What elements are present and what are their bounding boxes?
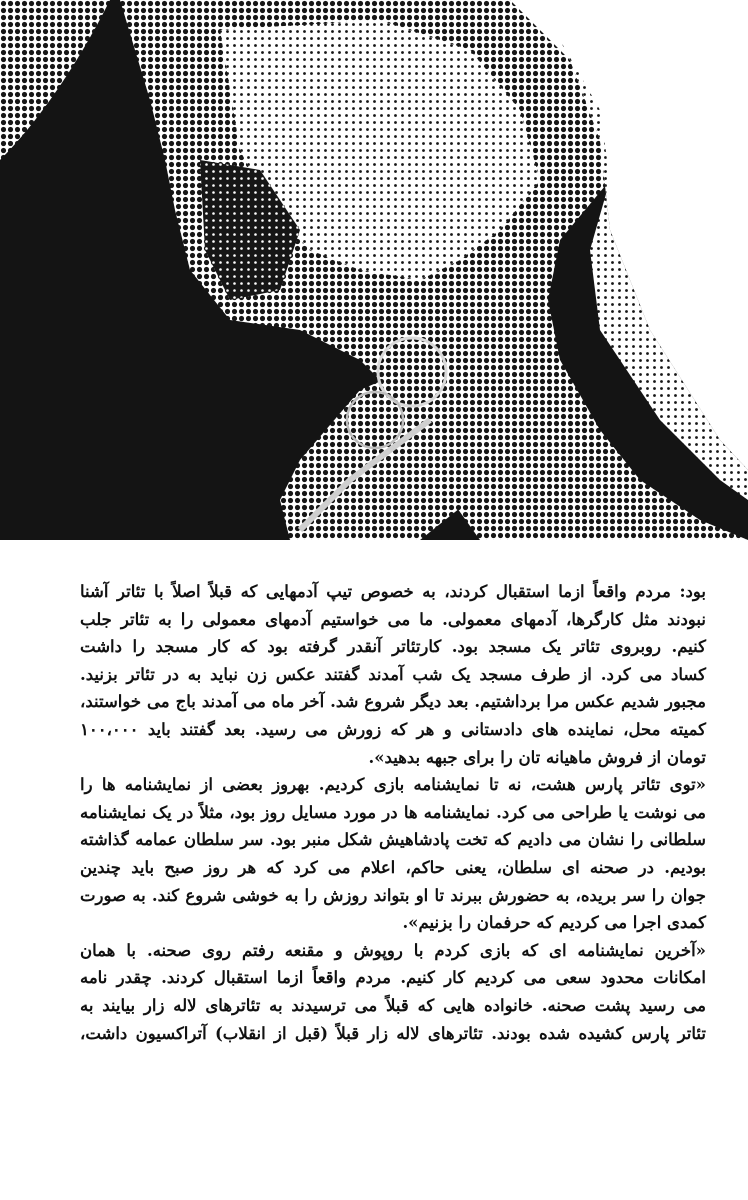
text-line: کمدی اجرا می کردیم که حرفمان را بزنیم». (402, 913, 706, 933)
text-line: امکانات محدود سعی می کردیم کار کنیم. مردم واقعاً ازما استقبال کردند. چقدر نامه (80, 968, 706, 988)
text-line: تومان از فروش ماهیانه تان را برای جبهه بدهید». (368, 747, 706, 767)
paragraph-1 (80, 578, 706, 771)
text-line: کساد می کرد. از طرف مسجد یک شب آمدند گفتند عکس زن نباید به در تئاتر بزنید. (80, 664, 706, 684)
text-line: «آخرین نمایشنامه ای که بازی کردم با روپوش و مقنعه رفتم روی صحنه. با همان (80, 940, 706, 960)
text-line: جوان را سر بریده، به حضورش ببرند تا او بتواند روزش را به خوشی شروع کند. به صورت (80, 885, 706, 905)
portrait-photo-icon (0, 0, 748, 540)
text-line: بود: مردم واقعاً ازما استقبال کردند، به خصوص تیپ آدمهایی که قبلاً اصلاً با تئاتر آشنا (80, 582, 706, 601)
text-line: کنیم. روبروی تئاتر یک مسجد بود. کارتئاتر آنقدر گرفته بود که کار مسجد را داشت (80, 637, 706, 657)
text-line: بودیم. در صحنه ای سلطان، یعنی حاکم، اعلام می کرد که هر روز صبح باید چندین (80, 857, 706, 877)
text-line: می نوشت یا طراحی می کرد. نمایشنامه ها در مورد مسایل روز بود، مثلاً در یک نمایشنامه (80, 802, 706, 822)
paragraph-3 (80, 937, 706, 1047)
text-line: تئاتر پارس کشیده شده بودند. تئاترهای لاله زار قبلاً (قبل از انقلاب) آتراکسیون داشت، (80, 1023, 706, 1043)
text-line: نبودند مثل کارگرها، آدمهای معمولی. ما می خواستیم آدمهای معمولی را به تئاتر جلب (80, 609, 706, 629)
paragraph-2 (80, 771, 706, 937)
article-text (80, 578, 706, 1047)
halftone-portrait-photo (0, 0, 748, 540)
text-line: سلطانی را نشان می دادیم که تخت پادشاهیش شکل منبر بود. سر سلطان عمامه گذاشته (80, 830, 706, 850)
text-line: می رسید پشت صحنه. خانواده هایی که قبلاً می ترسیدند به تئاترهای لاله زار بیایند به (80, 995, 706, 1015)
text-line: مجبور شدیم عکس مرا برداشتیم. بعد دیگر شروع شد. آخر ماه می آمدند باج می خواستند، (80, 692, 706, 712)
text-line: کمیته محل، نماینده های دادستانی و هر که زورش می رسید. بعد گفتند باید ۱۰۰،۰۰۰ (80, 719, 706, 739)
text-line: «توی تئاتر پارس هشت، نه تا نمایشنامه بازی کردیم. بهروز بعضی از نمایشنامه ها را (80, 775, 706, 795)
